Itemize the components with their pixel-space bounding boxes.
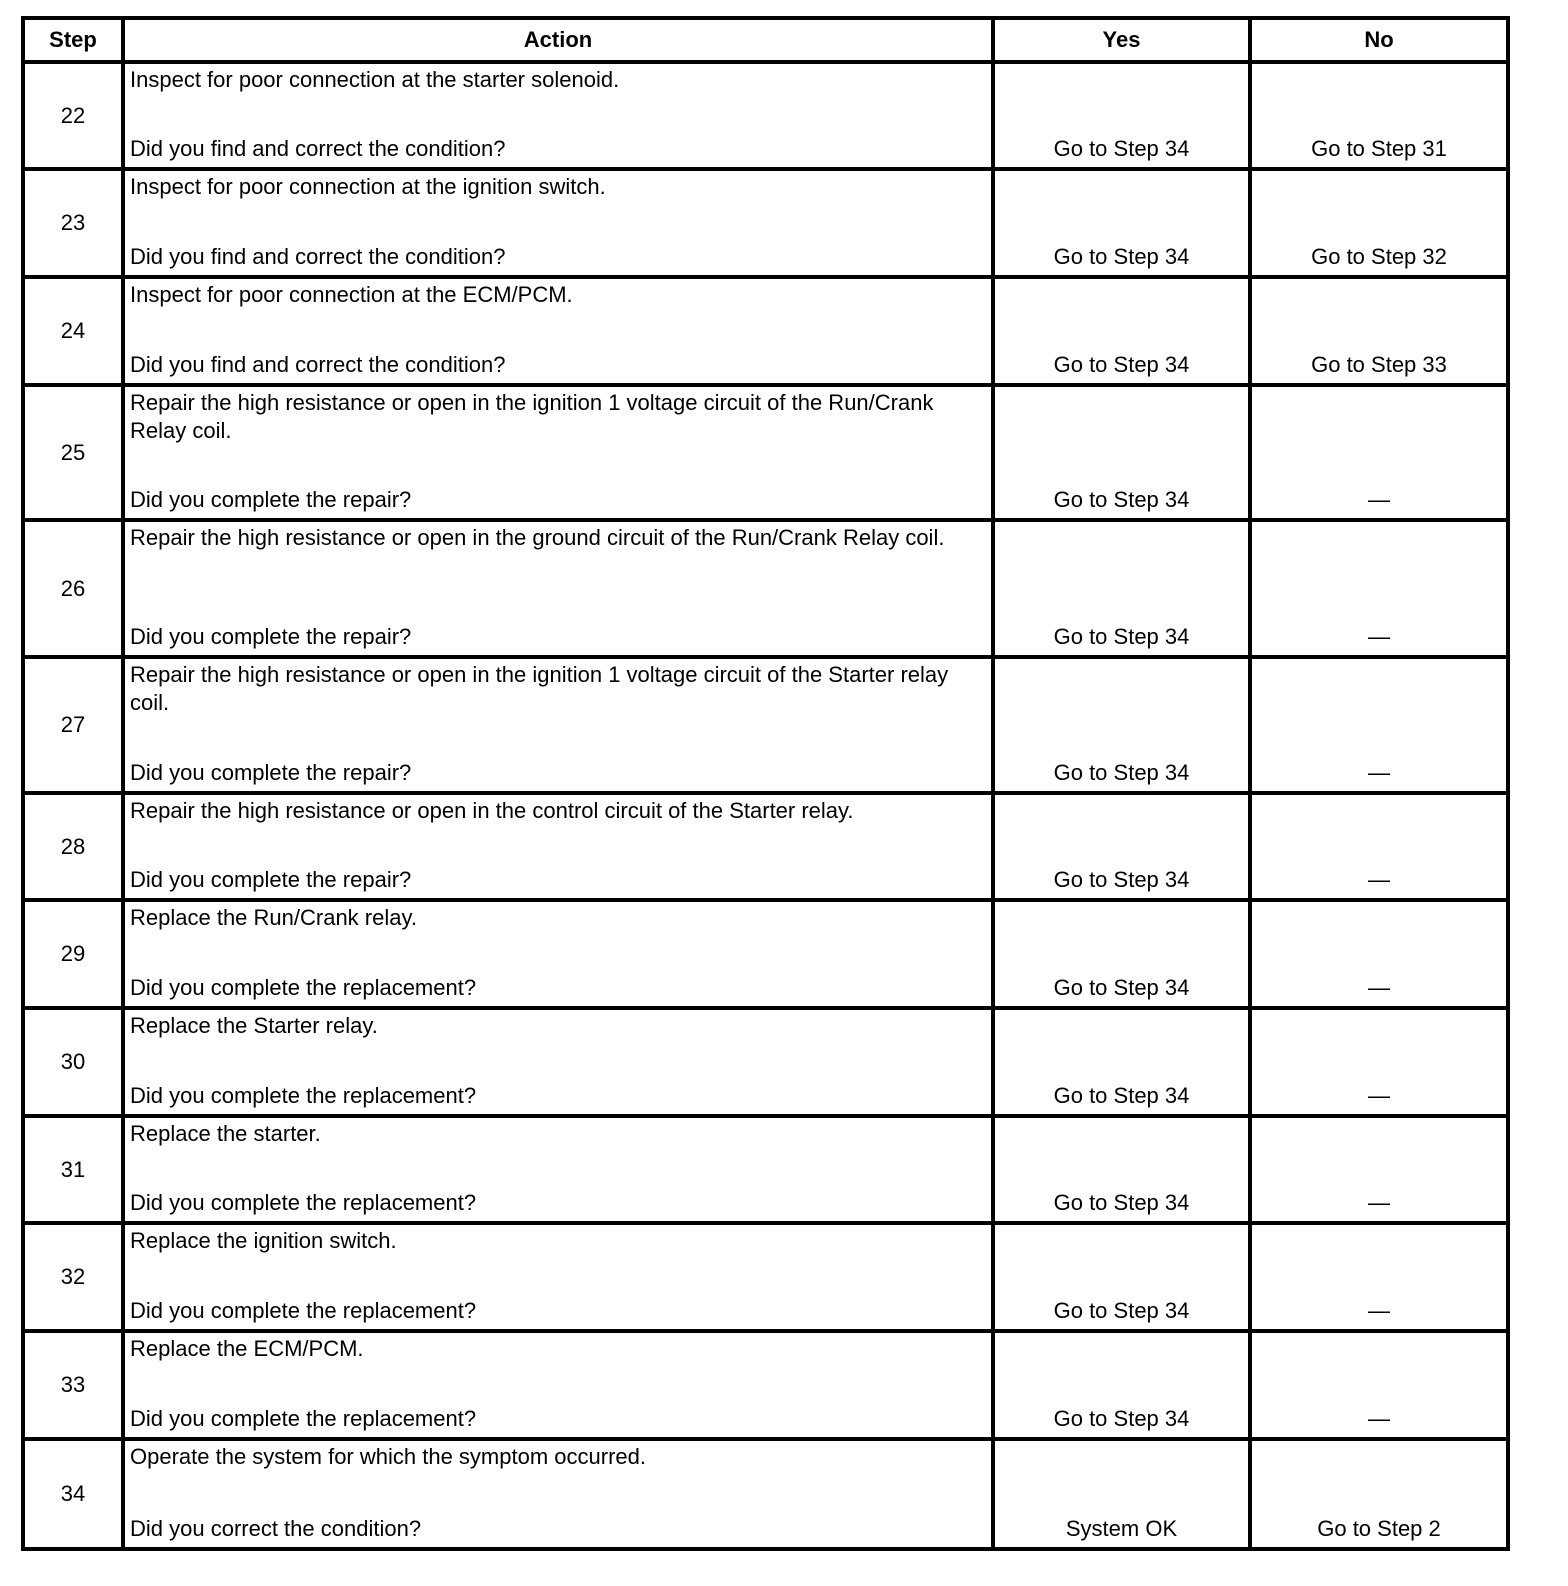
yes-result: Go to Step 34	[995, 902, 1252, 1010]
action-cell	[125, 1441, 995, 1551]
action-text: Replace the ECM/PCM.	[130, 1336, 364, 1361]
yes-result: Go to Step 34	[995, 64, 1252, 171]
yes-result: System OK	[995, 1441, 1252, 1551]
header-no: No	[1252, 20, 1510, 64]
diagnostic-steps-table	[21, 16, 1510, 1551]
no-result: Go to Step 32	[1252, 171, 1510, 279]
yes-result: Go to Step 34	[995, 659, 1252, 795]
step-number: 34	[25, 1441, 125, 1551]
action-cell	[125, 387, 995, 522]
action-question: Did you complete the replacement?	[130, 975, 477, 1000]
yes-result: Go to Step 34	[995, 522, 1252, 659]
header-yes: Yes	[995, 20, 1252, 64]
action-cell	[125, 522, 995, 659]
step-number: 24	[25, 279, 125, 387]
action-cell	[125, 1333, 995, 1441]
yes-result: Go to Step 34	[995, 1333, 1252, 1441]
step-number: 27	[25, 659, 125, 795]
no-result: Go to Step 33	[1252, 279, 1510, 387]
yes-result: Go to Step 34	[995, 171, 1252, 279]
yes-result: Go to Step 34	[995, 795, 1252, 902]
action-question: Did you find and correct the condition?	[130, 244, 506, 269]
no-result: —	[1252, 659, 1510, 795]
action-text: Replace the Starter relay.	[130, 1013, 378, 1038]
action-cell	[125, 1118, 995, 1225]
no-result: —	[1252, 387, 1510, 522]
action-question: Did you find and correct the condition?	[130, 352, 506, 377]
action-text: Repair the high resistance or open in the ignition 1 voltage circuit of the Starter relay coil.	[130, 662, 949, 715]
action-text: Replace the ignition switch.	[130, 1228, 397, 1253]
action-text: Operate the system for which the symptom occurred.	[130, 1444, 646, 1469]
action-question: Did you correct the condition?	[130, 1516, 422, 1541]
action-question: Did you complete the replacement?	[130, 1406, 477, 1431]
action-question: Did you complete the repair?	[130, 487, 412, 512]
no-result: —	[1252, 522, 1510, 659]
yes-result: Go to Step 34	[995, 1010, 1252, 1118]
no-result: —	[1252, 1333, 1510, 1441]
step-number: 29	[25, 902, 125, 1010]
step-number: 23	[25, 171, 125, 279]
step-number: 26	[25, 522, 125, 659]
step-number: 30	[25, 1010, 125, 1118]
no-result: —	[1252, 902, 1510, 1010]
no-result: —	[1252, 1118, 1510, 1225]
action-cell	[125, 1225, 995, 1333]
step-number: 25	[25, 387, 125, 522]
no-result: Go to Step 31	[1252, 64, 1510, 171]
action-question: Did you complete the replacement?	[130, 1298, 477, 1323]
yes-result: Go to Step 34	[995, 1118, 1252, 1225]
action-cell	[125, 659, 995, 795]
action-cell	[125, 795, 995, 902]
action-question: Did you complete the repair?	[130, 624, 412, 649]
action-cell	[125, 64, 995, 171]
no-result: —	[1252, 795, 1510, 902]
yes-result: Go to Step 34	[995, 387, 1252, 522]
step-number: 33	[25, 1333, 125, 1441]
action-question: Did you complete the repair?	[130, 867, 412, 892]
action-text: Inspect for poor connection at the ignition switch.	[130, 174, 606, 199]
action-cell	[125, 279, 995, 387]
action-text: Inspect for poor connection at the starter solenoid.	[130, 67, 620, 92]
action-text: Repair the high resistance or open in the control circuit of the Starter relay.	[130, 798, 854, 823]
step-number: 31	[25, 1118, 125, 1225]
yes-result: Go to Step 34	[995, 1225, 1252, 1333]
action-question: Did you complete the replacement?	[130, 1190, 477, 1215]
action-question: Did you find and correct the condition?	[130, 136, 506, 161]
no-result: Go to Step 2	[1252, 1441, 1510, 1551]
step-number: 22	[25, 64, 125, 171]
header-step: Step	[25, 20, 125, 64]
action-text: Replace the Run/Crank relay.	[130, 905, 417, 930]
action-text: Repair the high resistance or open in the ground circuit of the Run/Crank Relay coil.	[130, 525, 945, 550]
action-text: Replace the starter.	[130, 1121, 321, 1146]
action-cell	[125, 171, 995, 279]
yes-result: Go to Step 34	[995, 279, 1252, 387]
header-action: Action	[125, 20, 995, 64]
action-text: Repair the high resistance or open in the ignition 1 voltage circuit of the Run/Crank Relay coil.	[130, 390, 934, 443]
no-result: —	[1252, 1010, 1510, 1118]
action-text: Inspect for poor connection at the ECM/PCM.	[130, 282, 573, 307]
no-result: —	[1252, 1225, 1510, 1333]
step-number: 28	[25, 795, 125, 902]
action-question: Did you complete the repair?	[130, 760, 412, 785]
action-cell	[125, 902, 995, 1010]
step-number: 32	[25, 1225, 125, 1333]
action-question: Did you complete the replacement?	[130, 1083, 477, 1108]
action-cell	[125, 1010, 995, 1118]
